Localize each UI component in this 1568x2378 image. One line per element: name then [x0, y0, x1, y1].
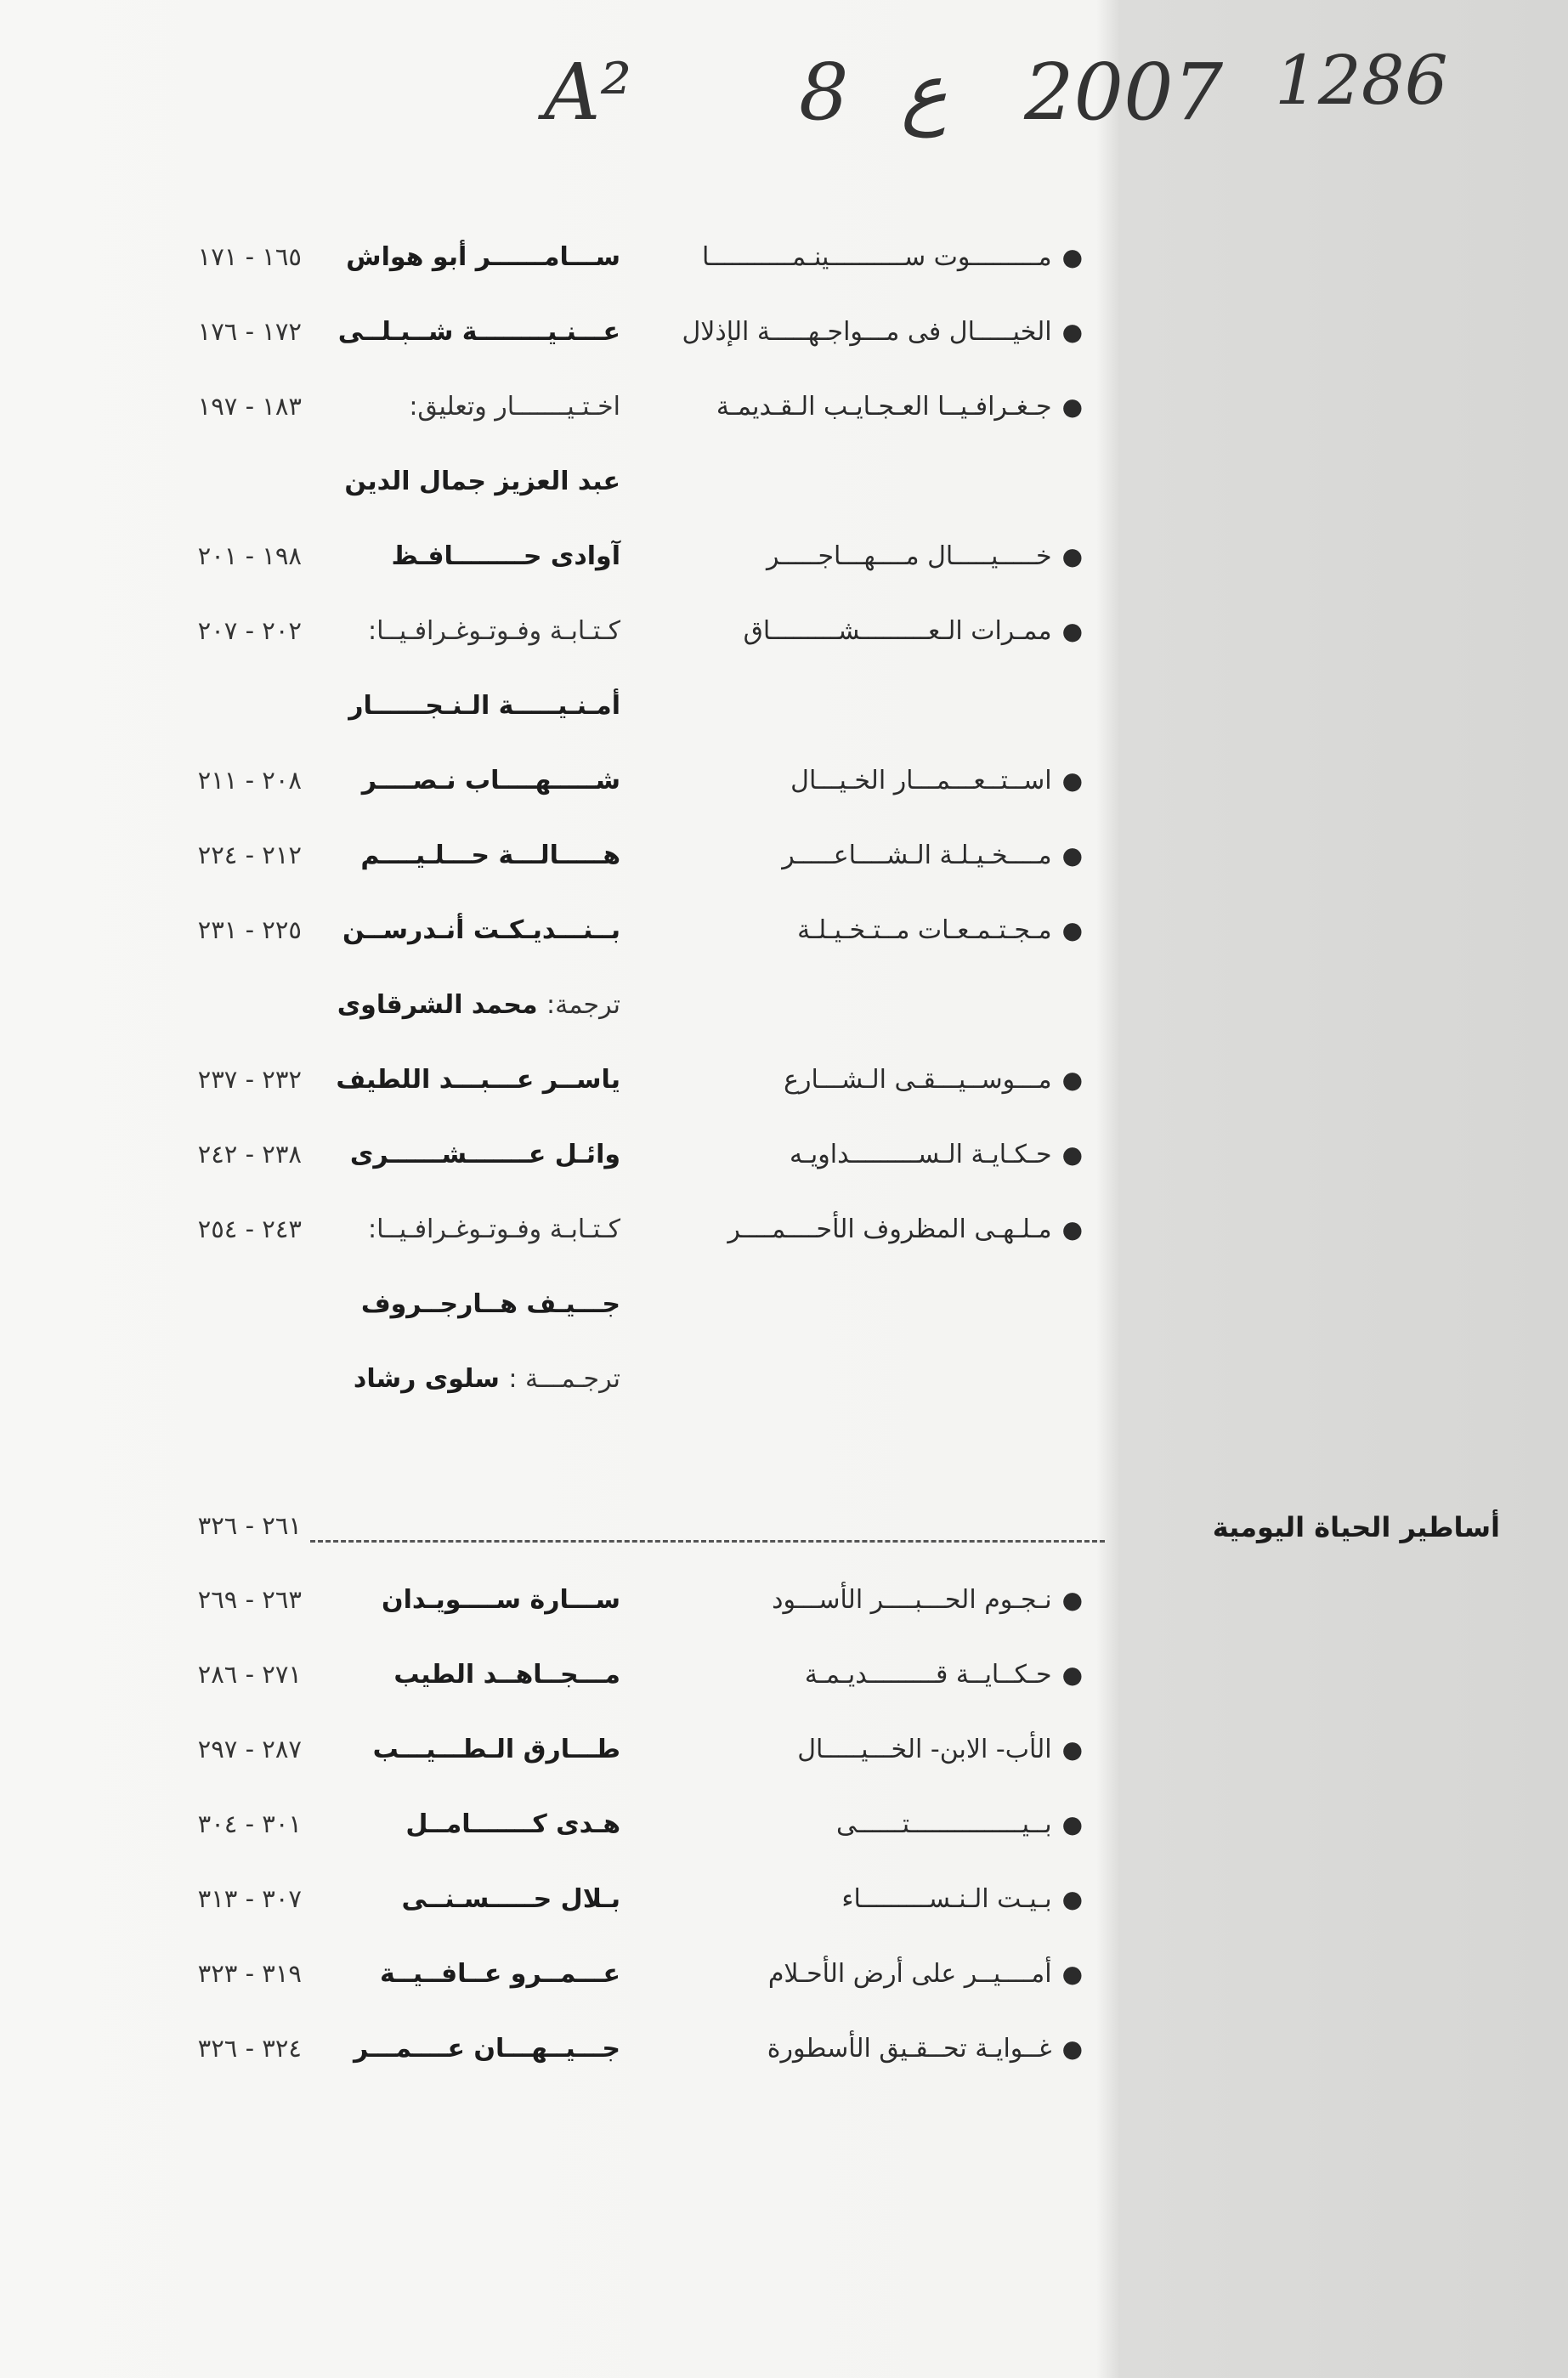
entry-title — [790, 1140, 1084, 1169]
bullet-icon: ● — [1061, 1960, 1084, 1988]
toc-row — [0, 1585, 1568, 1645]
toc-row — [0, 1364, 1568, 1424]
entry-title — [784, 1065, 1084, 1095]
toc-row — [0, 242, 1568, 302]
entry-title-text: الخيـــــال فى مـــواجـهـــــة الإذلال — [682, 317, 1052, 347]
toc-row — [0, 1735, 1568, 1794]
entry-pages: ٣٠١ - ٣٠٤ — [197, 1809, 302, 1838]
toc-row — [0, 317, 1568, 377]
entry-title — [767, 541, 1084, 571]
entry-pages: ١٧٢ - ١٧٦ — [197, 317, 302, 346]
entry-pages: ٣١٩ - ٣٢٣ — [197, 1959, 302, 1988]
entry-title-text: مـــــــــوت ســــــــــينـمـــــــــــا — [702, 242, 1052, 272]
entry-pages: ٢٢٥ - ٢٣١ — [197, 915, 302, 944]
entry-title — [797, 915, 1084, 945]
bullet-icon: ● — [1061, 1586, 1084, 1614]
author-label: كـتـابـة وفـوتـوغـرافـيــا: — [368, 1214, 620, 1244]
entry-author: عـــمــرو عــافــيــة — [380, 1959, 620, 1989]
entry-author: طـــارق الـطـــيـــب — [372, 1735, 620, 1764]
entry-pages: ١٩٨ - ٢٠١ — [197, 541, 302, 570]
entry-pages: ١٨٣ - ١٩٧ — [197, 392, 302, 421]
entry-pages: ٢٤٣ - ٢٥٤ — [197, 1214, 302, 1243]
toc-row — [0, 467, 1568, 526]
bullet-icon: ● — [1061, 1885, 1084, 1913]
author-label: ترجمة: — [546, 990, 620, 1020]
entry-title — [716, 392, 1084, 422]
entry-title-text: أمــــيــر على أرض الأحـلام — [767, 1959, 1052, 1989]
entry-author: أمـنـيـــــة الـنـجــــــار — [348, 691, 620, 721]
handwritten-note-4: 2007 — [1024, 47, 1224, 138]
entry-title — [744, 616, 1084, 646]
handwritten-note-2: 8 — [799, 47, 849, 138]
entry-author-label — [368, 1214, 620, 1244]
entry-pages: ٢٣٨ - ٢٤٢ — [197, 1140, 302, 1169]
entry-pages: ٢١٢ - ٢٢٤ — [197, 841, 302, 869]
entry-title-text: مـلـهـى المظروف الأحــــمــــر — [727, 1214, 1052, 1244]
entry-title-text: جـغـرافـيــا العـجـايـب الـقـديمـة — [716, 392, 1052, 422]
author-label: اخـتـيـــــــار وتعليق: — [409, 392, 620, 422]
entry-author: ياســر عـــبـــد اللطيف — [336, 1065, 620, 1095]
entry-title-text: بــيـــــــــــــــتــــــى — [835, 1809, 1052, 1839]
bullet-icon: ● — [1061, 1066, 1084, 1094]
entry-pages: ٣٠٧ - ٣١٣ — [197, 1884, 302, 1913]
entry-title-text: حـكــايــة قـــــــــديـمـة — [804, 1660, 1052, 1690]
toc-row — [0, 1140, 1568, 1199]
entry-pages: ١٦٥ - ١٧١ — [197, 242, 302, 271]
entry-author: شـــــهــــاب نـصــــر — [361, 766, 620, 795]
toc-row — [0, 541, 1568, 601]
entry-title — [790, 766, 1084, 795]
entry-title-text: مـجـتـمـعـات مــتـخـيـلـة — [797, 915, 1052, 945]
bullet-icon: ● — [1061, 243, 1084, 271]
section-header — [0, 1511, 1568, 1571]
toc-row — [0, 915, 1568, 975]
entry-title-text: خـــــيـــــال مــــهـــاجـــــر — [766, 541, 1052, 571]
entry-title — [782, 841, 1084, 870]
toc-row — [0, 1214, 1568, 1274]
entry-title-text: حـكـايـة الـســـــــــداويـه — [790, 1140, 1052, 1169]
entry-author — [337, 990, 620, 1020]
entry-author: جـــيــهـــان عــــمـــر — [353, 2034, 620, 2064]
entry-title — [727, 1214, 1084, 1244]
toc-row — [0, 616, 1568, 676]
bullet-icon: ● — [1061, 916, 1084, 944]
author-label: ترجـمـــة : — [508, 1364, 620, 1394]
entry-author — [354, 1364, 620, 1394]
toc-row — [0, 2034, 1568, 2093]
toc-row — [0, 1065, 1568, 1124]
section-pages: ٢٦١ - ٣٢٦ — [197, 1511, 302, 1540]
bullet-icon: ● — [1061, 542, 1084, 570]
entry-title — [805, 1660, 1084, 1690]
toc-row — [0, 1809, 1568, 1869]
entry-title — [702, 242, 1084, 272]
entry-author: عـــنـيــــــــة شــبـلــى — [337, 317, 620, 347]
toc-row — [0, 766, 1568, 825]
entry-pages: ٣٢٤ - ٣٢٦ — [197, 2034, 302, 2063]
entry-author: آوادى حــــــــافـظ — [391, 541, 620, 571]
entry-author: جـــيـف هــارجــروف — [360, 1289, 620, 1319]
entry-title-text: اســتــعـــمـــار الخـيـــال — [790, 766, 1052, 795]
entry-title — [797, 1735, 1084, 1764]
entry-title-text: نـجـوم الحـــبــــر الأســـود — [772, 1585, 1052, 1615]
entry-pages: ٢٠٢ - ٢٠٧ — [197, 616, 302, 645]
bullet-icon: ● — [1061, 1810, 1084, 1838]
entry-author: بــنـــديـكـت أنـدرســن — [342, 915, 620, 945]
dashed-leader-line — [310, 1540, 1105, 1543]
entry-title-text: الأب- الابن- الخـــيـــــال — [797, 1735, 1052, 1764]
toc-row — [0, 1660, 1568, 1719]
entry-author: عبد العزيز جمال الدين — [344, 467, 620, 496]
author-name: محمد الشرقاوى — [337, 990, 538, 1020]
handwritten-note-1: A² — [544, 47, 632, 138]
entry-title-text: ممـرات الـعـــــــــشـــــــــاق — [743, 616, 1052, 646]
toc-row — [0, 1884, 1568, 1944]
entry-author-label — [409, 392, 620, 422]
author-name: سلوى رشاد — [353, 1364, 500, 1394]
section-title: أساطير الحياة اليومية — [1212, 1511, 1500, 1543]
author-label: كـتـابـة وفـوتـوغـرافـيــا: — [368, 616, 620, 646]
bullet-icon: ● — [1061, 1661, 1084, 1689]
toc-row — [0, 392, 1568, 451]
entry-author: بـلال حـــــسـنــى — [401, 1884, 620, 1914]
entry-pages: ٢٣٢ - ٢٣٧ — [197, 1065, 302, 1094]
entry-author: هـــــالـــة حـــلـيــــم — [360, 841, 620, 870]
entry-title-text: مــــخـيـلـة الـشــــاعـــــر — [782, 841, 1052, 870]
entry-title — [682, 317, 1084, 347]
bullet-icon: ● — [1061, 767, 1084, 795]
toc-row — [0, 990, 1568, 1050]
bullet-icon: ● — [1061, 1215, 1084, 1243]
entry-pages: ٢٦٣ - ٢٦٩ — [197, 1585, 302, 1614]
entry-title-text: بـيـت الـنـســـــــــاء — [841, 1884, 1052, 1914]
bullet-icon: ● — [1061, 1735, 1084, 1764]
bullet-icon: ● — [1061, 2035, 1084, 2063]
toc-row — [0, 691, 1568, 750]
bullet-icon: ● — [1061, 318, 1084, 346]
handwritten-note-5: 1286 — [1275, 41, 1448, 120]
toc-row — [0, 841, 1568, 900]
toc-row — [0, 1959, 1568, 2018]
entry-author: وائـل عـــــــشــــــرى — [349, 1140, 620, 1169]
toc-row — [0, 1289, 1568, 1349]
entry-title — [836, 1809, 1084, 1839]
bullet-icon: ● — [1061, 841, 1084, 869]
bullet-icon: ● — [1061, 393, 1084, 421]
bullet-icon: ● — [1061, 1141, 1084, 1169]
entry-title — [767, 2034, 1084, 2064]
entry-pages: ٢٨٧ - ٢٩٧ — [197, 1735, 302, 1764]
entry-title-text: مـــوســيـــقـى الـشـــارع — [784, 1065, 1052, 1095]
entry-author: ســـارة ســــويـدان — [381, 1585, 620, 1615]
handwritten-note-3: ع — [901, 47, 948, 138]
entry-author: مـــجــاهــد الطيب — [393, 1660, 620, 1690]
bullet-icon: ● — [1061, 617, 1084, 645]
entry-title-text: غــوايـة تحــقـيق الأسطورة — [767, 2034, 1052, 2064]
entry-author-label — [368, 616, 620, 646]
entry-title — [841, 1884, 1084, 1914]
entry-pages: ٢٠٨ - ٢١١ — [197, 766, 302, 795]
entry-author: هـدى كـــــــامــل — [405, 1809, 620, 1839]
entry-title — [772, 1585, 1084, 1615]
entry-author: ســـامــــــر أبو هواش — [346, 242, 620, 272]
entry-pages: ٢٧١ - ٢٨٦ — [197, 1660, 302, 1689]
entry-title — [768, 1959, 1084, 1989]
